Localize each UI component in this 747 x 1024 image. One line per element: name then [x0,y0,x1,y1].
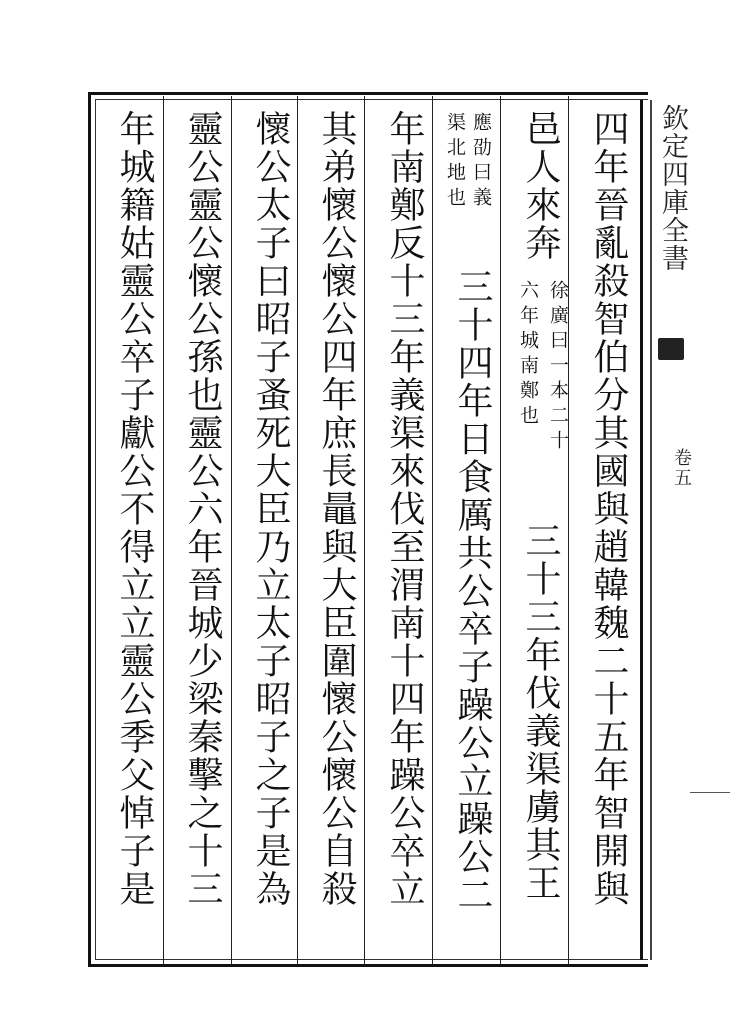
page-frame [88,92,648,967]
column-rule [432,96,433,964]
text-column-2-top: 邑人來奔 [520,110,561,262]
margin-juan-number: 卷五 [671,448,692,488]
text-column-5: 其弟懷公懷公四年庶長鼂與大臣圍懷公懷公自殺 [316,110,357,908]
text-column-3-bottom: 三十四年日食厲共公卒子躁公立躁公二 [452,268,493,914]
column-rule [568,96,569,964]
margin-title: 欽定四庫全書 [657,104,688,272]
text-column-7: 靈公靈公懷公孫也靈公六年晉城少梁秦擊之十三 [182,110,223,908]
annotation-right: 應劭曰義 [470,112,492,212]
text-column-1: 四年晉亂殺智伯分其國與趙韓魏二十五年智開與 [588,110,629,908]
column-rule [163,96,164,964]
column-rule [297,96,298,964]
annotation-right: 徐廣曰一本二十 [547,280,569,455]
text-column-2-bottom: 三十三年伐義渠虜其王 [520,522,561,902]
column-rule [500,96,501,964]
text-column-4: 年南鄭反十三年義渠來伐至渭南十四年躁公卒立 [384,110,425,908]
edge-mark [690,792,730,793]
fishtail-marker [658,338,684,360]
text-column-8: 年城籍姑靈公卒子獻公不得立立靈公季父悼子是 [114,110,155,908]
right-border-rule [640,100,643,960]
annotation-left: 渠北地也 [444,112,466,212]
column-rule [231,96,232,964]
column-rule [364,96,365,964]
annotation-left: 六年城南鄭也 [517,280,539,430]
text-column-6: 懷公太子曰昭子蚤死大臣乃立太子昭子之子是為 [250,110,291,908]
